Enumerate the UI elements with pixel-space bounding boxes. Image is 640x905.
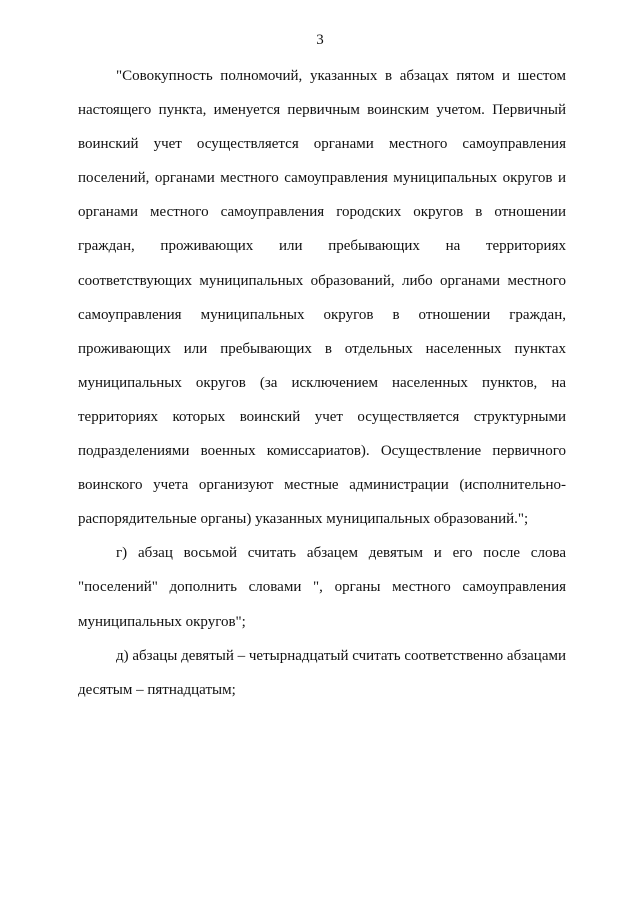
text-line: проживающих или пребывающих в отдельных населенных пунктах [78,340,566,357]
text-line: граждан, проживающих или пребывающих на территориях [78,238,566,255]
text-line: десятым – пятнадцатым; [78,681,236,698]
paragraph-2 [78,543,566,645]
text-line: муниципальных округов (за исключением населенных пунктов, на [78,374,566,391]
text-line: подразделениями военных комиссариатов). Осуществление первичного [78,443,566,460]
text-line: воинский учет осуществляется органами местного самоуправления [78,136,566,153]
text-line: "Совокупность полномочий, указанных в абзацах пятом и шестом [116,68,566,84]
text-line: "поселений" дополнить словами ", органы местного самоуправления [78,579,566,596]
text-line: д) абзацы девятый – четырнадцатый считать соответственно абзацами [116,647,566,664]
text-line: самоуправления муниципальных округов в отношении граждан, [78,306,566,323]
text-line: поселений, органами местного самоуправления муниципальных округов и [78,170,566,187]
paragraph-3 [78,646,566,714]
text-line: органами местного самоуправления городских округов в отношении [78,204,566,221]
text-line: настоящего пункта, именуется первичным воинским учетом. Первичный [78,102,566,119]
text-line: воинского учета организуют местные администрации (исполнительно- [78,477,566,494]
page-number: 3 [316,32,324,48]
paragraph-1 [78,66,566,543]
text-line: территориях которых воинский учет осуществляется структурными [78,408,566,425]
text-line: г) абзац восьмой считать абзацем девятым и его после слова [116,545,566,562]
text-line: соответствующих муниципальных образований, либо органами местного [78,272,566,289]
document-body [78,66,566,714]
text-line: распорядительные органы) указанных муниципальных образований."; [78,511,529,528]
text-line: муниципальных округов"; [78,613,246,630]
